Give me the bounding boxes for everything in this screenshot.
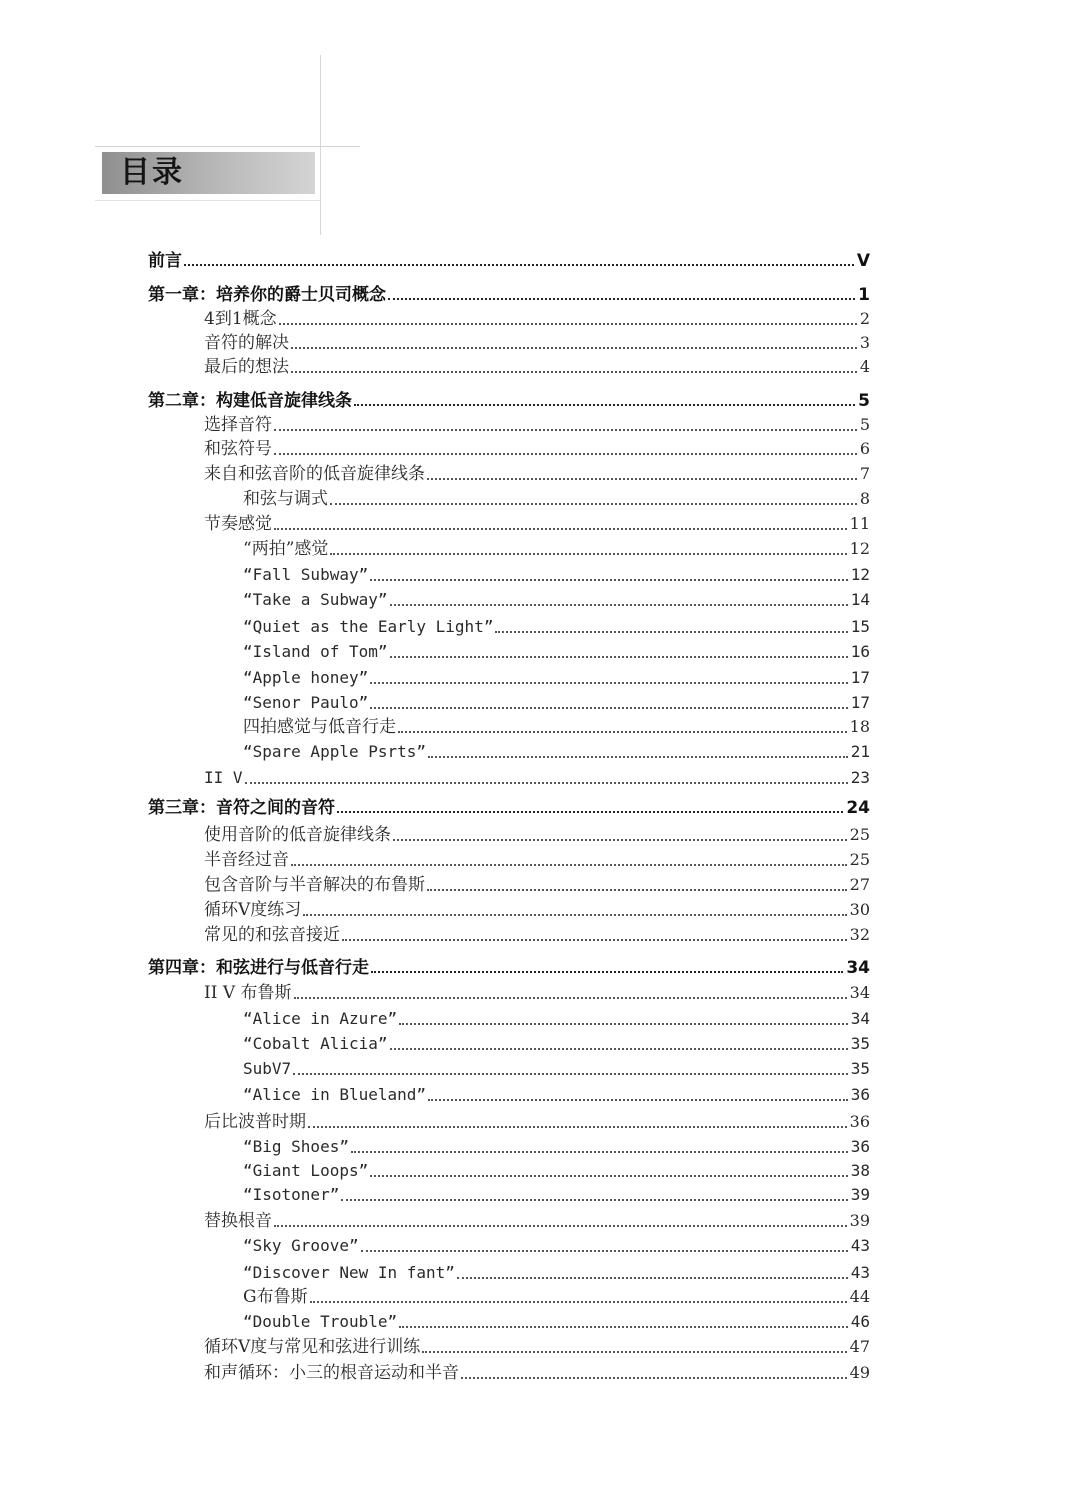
toc-entry-title: 后比波普时期 [204, 1112, 306, 1132]
dot-leader [293, 1073, 848, 1075]
dot-leader [427, 478, 857, 480]
toc-page-number: 32 [849, 925, 870, 944]
toc-entry-title: 第二章：构建低音旋律线条 [148, 391, 352, 411]
dot-leader [390, 604, 848, 606]
dot-leader [427, 889, 847, 891]
toc-subsection[interactable] [243, 1056, 870, 1080]
toc-entry-title: 常见的和弦音接近 [204, 925, 340, 945]
dot-leader [361, 1250, 848, 1252]
toc-subsection[interactable] [243, 1260, 870, 1284]
toc-page-number: 12 [850, 565, 870, 584]
toc-entry-title: “Alice in Azure” [243, 1009, 398, 1028]
toc-entry-title: “两拍”感觉 [243, 539, 329, 559]
toc-page-number: 39 [850, 1185, 870, 1204]
toc-page-number: 36 [850, 1137, 870, 1156]
toc-entry-title: “Alice in Blueland” [243, 1085, 427, 1104]
toc-section[interactable] [204, 461, 870, 485]
toc-section[interactable] [204, 412, 870, 436]
toc-page-number: 4 [859, 357, 870, 376]
toc-entry-title: 四拍感觉与低音行走 [243, 717, 396, 737]
toc-section[interactable] [204, 1109, 870, 1133]
toc-entry-title: G布鲁斯 [243, 1287, 308, 1307]
dot-leader [354, 404, 855, 406]
toc-section[interactable] [204, 980, 870, 1004]
toc-page-number: 2 [859, 309, 870, 328]
toc-page-number: 12 [849, 539, 870, 558]
toc-subsection[interactable] [243, 1284, 870, 1308]
toc-section[interactable] [204, 897, 870, 921]
toc-page-number: 16 [850, 642, 870, 661]
toc-entry-title: 最后的想法 [204, 357, 289, 377]
toc-section[interactable] [204, 306, 870, 330]
toc-entry-title: “Sky Groove” [243, 1236, 359, 1255]
toc-entry-title: 和弦符号 [204, 439, 272, 459]
toc-section[interactable] [204, 354, 870, 378]
toc-section[interactable] [204, 511, 870, 535]
dot-leader [245, 782, 848, 784]
toc-entry-title: 包含音阶与半音解决的布鲁斯 [204, 875, 425, 895]
toc-section[interactable] [204, 1334, 870, 1358]
dot-leader [370, 579, 848, 581]
toc-entry-title: 和弦与调式 [243, 489, 328, 509]
toc-entry-title: 节奏感觉 [204, 514, 272, 534]
dot-leader [291, 347, 857, 349]
dot-leader [294, 997, 847, 999]
toc-page-number: 49 [849, 1363, 870, 1382]
toc-subsection[interactable] [243, 562, 870, 586]
toc-section[interactable] [204, 1208, 870, 1232]
toc-page-number: 25 [849, 825, 870, 844]
toc-entry-title: “Isotoner” [243, 1185, 340, 1204]
dot-leader [393, 839, 847, 841]
dot-leader [370, 707, 848, 709]
toc-page-number: 46 [850, 1312, 870, 1331]
toc-subsection[interactable] [243, 536, 870, 560]
toc-page-number: 24 [846, 798, 870, 818]
toc-entry-title: 循环V度练习 [204, 900, 302, 920]
toc-entry-title: 音符的解决 [204, 333, 289, 353]
toc-section[interactable] [204, 1360, 870, 1384]
toc-page-number: 34 [846, 958, 870, 978]
dot-leader [390, 656, 848, 658]
dot-leader [422, 1351, 846, 1353]
toc-page-number: 3 [859, 333, 870, 352]
toc-page-number: 30 [849, 900, 870, 919]
dot-leader [399, 1326, 848, 1328]
toc-subsection[interactable] [243, 739, 870, 763]
dot-leader [184, 264, 854, 266]
toc-subsection[interactable] [243, 1082, 870, 1106]
toc-section[interactable] [204, 765, 870, 789]
toc-page-number: 18 [849, 717, 870, 736]
dot-leader [274, 453, 857, 455]
toc-section[interactable] [204, 872, 870, 896]
toc-page-number: 25 [849, 850, 870, 869]
toc-page-number: 36 [849, 1112, 870, 1131]
dot-leader [495, 631, 847, 633]
toc-entry-title: 第四章：和弦进行与低音行走 [148, 958, 369, 978]
toc-entry-title: “Apple honey” [243, 668, 369, 687]
toc-section[interactable] [204, 436, 870, 460]
toc-chapter[interactable] [148, 388, 870, 412]
toc-subsection[interactable] [243, 714, 870, 738]
dot-leader [310, 1301, 847, 1303]
dot-leader [330, 503, 857, 505]
dot-leader [337, 811, 843, 813]
toc-chapter[interactable] [148, 795, 870, 819]
toc-page-number: 39 [849, 1211, 870, 1230]
dot-leader [330, 553, 846, 555]
dot-leader [461, 1377, 847, 1379]
toc-entry-title: “Island of Tom” [243, 642, 388, 661]
toc-page-number: 23 [850, 768, 870, 787]
toc-entry-title: “Big Shoes” [243, 1137, 349, 1156]
dot-leader [341, 1199, 847, 1201]
toc-page-number: 47 [849, 1337, 870, 1356]
dot-leader [291, 864, 847, 866]
dot-leader [370, 682, 848, 684]
dot-leader [274, 528, 847, 530]
toc-subsection[interactable] [243, 639, 870, 663]
toc-page-number: 1 [858, 285, 870, 305]
toc-subsection[interactable] [243, 614, 870, 638]
toc-section[interactable] [204, 922, 870, 946]
toc-entry-title: “Quiet as the Early Light” [243, 617, 494, 636]
toc-page-number: V [856, 251, 870, 271]
toc-chapter[interactable] [148, 955, 870, 979]
toc-page-number: 43 [850, 1236, 870, 1255]
dot-leader [388, 298, 855, 300]
dot-leader [399, 1023, 848, 1025]
dot-leader [303, 914, 846, 916]
toc-subsection[interactable] [243, 486, 870, 510]
toc-entry-title: “Double Trouble” [243, 1312, 398, 1331]
toc-section[interactable] [204, 847, 870, 871]
toc-page-number: 5 [858, 391, 870, 411]
toc-entry-title: “Fall Subway” [243, 565, 369, 584]
toc-entry-title: “Cobalt Alicia” [243, 1034, 388, 1053]
toc-subsection[interactable] [243, 665, 870, 689]
toc-entry-title: SubV7 [243, 1059, 292, 1078]
toc-entry-title: 和声循环：小三的根音运动和半音 [204, 1363, 459, 1383]
toc-page-number: 5 [859, 415, 870, 434]
dot-leader [398, 731, 847, 733]
toc-subsection[interactable] [243, 587, 870, 611]
toc-subsection[interactable] [243, 1182, 870, 1206]
dot-leader [351, 1151, 848, 1153]
toc-page-number: 7 [859, 464, 870, 483]
toc-page-number: 35 [850, 1059, 870, 1078]
dot-leader [457, 1277, 848, 1279]
toc-page-number: 36 [850, 1085, 870, 1104]
toc-entry-title: “Senor Paulo” [243, 693, 369, 712]
toc-subsection[interactable] [243, 1031, 870, 1055]
page-title: 目录 [120, 155, 184, 190]
toc-page-number: 27 [849, 875, 870, 894]
toc-entry-title: 循环V度与常见和弦进行训练 [204, 1337, 421, 1357]
toc-section[interactable] [204, 822, 870, 846]
toc-page-number: 38 [850, 1161, 870, 1180]
toc-subsection[interactable] [243, 1158, 870, 1182]
toc-page-number: 44 [849, 1287, 870, 1306]
dot-leader [390, 1048, 848, 1050]
toc-subsection[interactable] [243, 1309, 870, 1333]
toc-entry-title: 第一章：培养你的爵士贝司概念 [148, 285, 386, 305]
dot-leader [428, 1099, 848, 1101]
toc-entry-title: 前言 [148, 251, 182, 271]
toc-page-number: 21 [850, 742, 870, 761]
toc-page-number: 14 [850, 590, 870, 609]
toc-page-number: 43 [850, 1263, 870, 1282]
dot-leader [371, 971, 843, 973]
toc-entry-title: 使用音阶的低音旋律线条 [204, 825, 391, 845]
toc-entry-title: “Take a Subway” [243, 590, 388, 609]
dot-leader [279, 323, 857, 325]
toc-entry-title: 半音经过音 [204, 850, 289, 870]
toc-page-number: 34 [849, 983, 870, 1002]
toc-page-number: 8 [859, 489, 870, 508]
toc-entry-title: II V [204, 768, 243, 787]
toc-page-number: 11 [849, 514, 870, 533]
dot-leader [291, 371, 857, 373]
toc-entry-title: 来自和弦音阶的低音旋律线条 [204, 464, 425, 484]
toc-entry-title: “Discover New In fant” [243, 1263, 455, 1282]
toc-page-number: 17 [850, 668, 870, 687]
toc-subsection[interactable] [243, 1134, 870, 1158]
toc-entry-title: “Giant Loops” [243, 1161, 369, 1180]
toc-entry-title: 替换根音 [204, 1211, 272, 1231]
toc-chapter[interactable] [148, 282, 870, 306]
toc-entry-title: 第三章：音符之间的音符 [148, 798, 335, 818]
toc-entry-title: 选择音符 [204, 415, 272, 435]
toc-page-number: 6 [859, 439, 870, 458]
dot-leader [370, 1175, 848, 1177]
toc-page-number: 15 [850, 617, 870, 636]
toc-section[interactable] [204, 330, 870, 354]
dot-leader [274, 429, 857, 431]
toc-subsection[interactable] [243, 690, 870, 714]
dot-leader [342, 939, 847, 941]
toc-subsection[interactable] [243, 1233, 870, 1257]
toc-page-number: 34 [850, 1009, 870, 1028]
dot-leader [274, 1225, 847, 1227]
toc-page-number: 17 [850, 693, 870, 712]
toc-page-number: 35 [850, 1034, 870, 1053]
toc-entry-title: 4到1概念 [204, 309, 277, 329]
dot-leader [428, 756, 848, 758]
toc-entry-title: II V 布鲁斯 [204, 983, 292, 1003]
dot-leader [308, 1126, 847, 1128]
toc-chapter[interactable] [148, 248, 870, 272]
toc-entry-title: “Spare Apple Psrts” [243, 742, 427, 761]
toc-subsection[interactable] [243, 1006, 870, 1030]
